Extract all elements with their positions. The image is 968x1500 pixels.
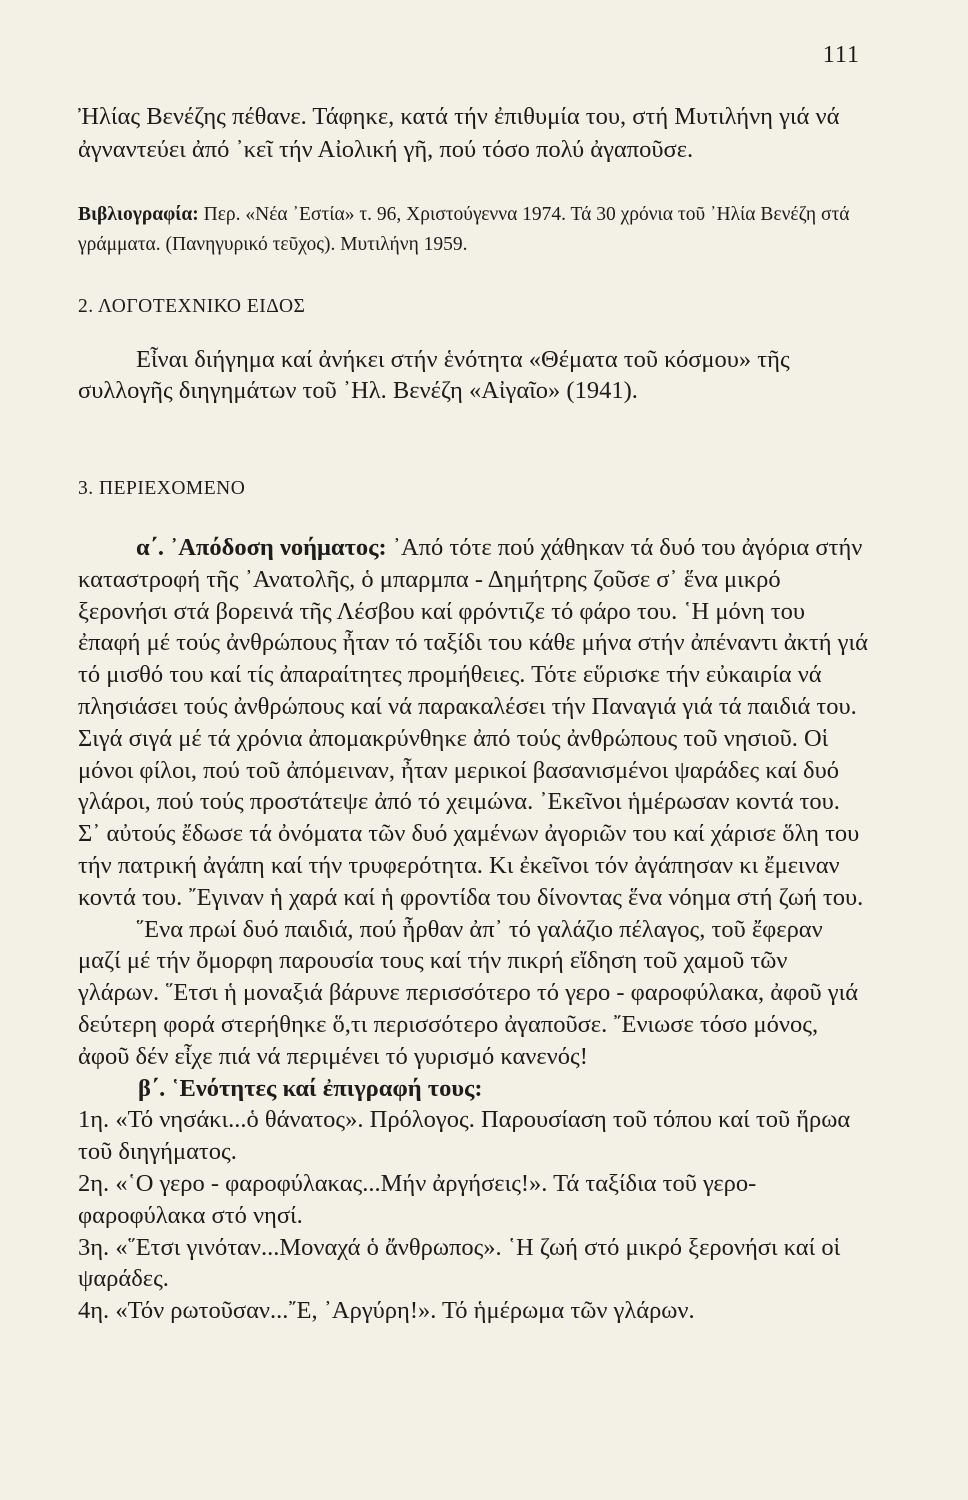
summary-paragraph-2: ῞Ενα πρωί δυό παιδιά, πού ἦρθαν ἀπ᾿ τό γαλάζιο πέλαγος, τοῦ ἔφεραν μαζί μέ τήν ὄμορφη παρουσία τους καί τήν πικρή εἴδηση τοῦ χαμοῦ τῶν γλάρων. ῞Ετσι ἡ μοναξιά βάρυνε περισσότερο τό γερο - φαροφύλακα, ἀφοῦ γιά δεύτερη φορά στερήθηκε ὅ,τι περισσότερο ἀγαποῦσε. ῎Ενιωσε τόσο μόνος, ἀφοῦ δέν εἶχε πιά νά περιμένει τό γυρισμό κανενός!	[78, 915, 859, 1070]
section-2-body	[78, 344, 868, 406]
list-item	[78, 1104, 868, 1168]
bibliography	[78, 200, 868, 260]
summary-paragraph	[78, 532, 868, 914]
subsection-a-label: α΄. ᾿Απόδοση νοήματος:	[136, 534, 387, 561]
section-3-body	[78, 532, 868, 1327]
list-item-text: «῾Ο γερο - φαροφύλακας...Μήν ἀργήσεις!». Τά ταξίδια τοῦ γερο-φαροφύλακα στό νησί.	[78, 1169, 757, 1229]
list-item-number: 3η.	[78, 1233, 110, 1261]
bibliography-paragraph	[78, 200, 868, 260]
list-item	[78, 1232, 868, 1296]
subsection-b-label	[138, 1073, 868, 1105]
bibliography-text: Περ. «Νέα ᾿Εστία» τ. 96, Χριστούγεννα 1974. Τά 30 χρόνια τοῦ ᾿Ηλία Βενέζη στά γράμματα. (Πανηγυρικό τεῦχος). Μυτιλήνη 1959.	[78, 204, 850, 255]
list-item-number: 2η.	[78, 1169, 110, 1197]
genre-text: Εἶναι διήγημα καί ἀνήκει στήν ἑνότητα «Θέματα τοῦ κόσμου» τῆς συλλογῆς διηγημάτων τοῦ ᾿Ηλ. Βενέζη «Αἰγαῖο» (1941).	[78, 346, 790, 404]
summary-text: ᾿Από τότε πού χάθηκαν τά δυό του ἀγόρια στήν καταστροφή τῆς ᾿Ανατολῆς, ὁ μπαρμπα - Δημήτρης ζοῦσε σ᾿ ἕνα μικρό ξερονήσι στά βορεινά τῆς Λέσβου καί φρόντιζε τό φάρο του. ῾Η μόνη του ἐπαφή μέ τούς ἀνθρώπους ἦταν τό ταξίδι του κάθε μήνα στήν ἀπέναντι ἀκτή γιά τό μισθό του καί τίς ἀπαραίτητες προμήθειες. Τότε εὕρισκε τήν εὐκαιρία νά πλησιάσει τούς ἀνθρώπους καί νά παρακαλέσει τήν Παναγιά γιά τά παιδιά του. Σιγά σιγά μέ τά χρόνια ἀπομακρύνθηκε ἀπό τούς ἀνθρώπους τοῦ νησιοῦ. Οἱ μόνοι φίλοι, πού τοῦ ἀπόμειναν, ἦταν μερικοί βασανισμένοι ψαράδες καί δυό γλάροι, πού τούς προστάτεψε ἀπό τό χειμώνα. ᾿Εκεῖνοι ἡμέρωσαν κοντά του. Σ᾿ αὐτούς ἔδωσε τά ὀνόματα τῶν δυό χαμένων ἀγοριῶν του καί χάρισε ὅλη του τήν πατρική ἀγάπη καί τήν τρυφερότητα. Κι ἐκεῖνοι τόν ἀγάπησαν κι ἔμειναν κοντά του. ῎Εγιναν ἡ χαρά καί ἡ φροντίδα του δίνοντας ἕνα νόημα στή ζωή του.	[78, 534, 868, 911]
list-item-text: «Τόν ρωτοῦσαν...῎Ε, ᾿Αργύρη!». Τό ἡμέρωμα τῶν γλάρων.	[115, 1297, 695, 1325]
page-number: 111	[822, 42, 860, 68]
list-item	[78, 1168, 868, 1232]
list-item-number: 4η.	[78, 1297, 110, 1325]
list-item-text: «Τό νησάκι...ὁ θάνατος». Πρόλογος. Παρουσίαση τοῦ τόπου καί τοῦ ἥρωα τοῦ διηγήματος.	[78, 1106, 851, 1166]
intro-text: Ἠλίας Βενέζης πέθανε. Τάφηκε, κατά τήν ἐπιθυμία του, στή Μυτιλήνη γιά νά ἀγναντεύει ἀπό ᾿κεῖ τήν Αἰολική γῆ, πού τόσο πολύ ἀγαποῦσε.	[78, 103, 840, 163]
intro-paragraph	[78, 100, 868, 166]
list-item	[78, 1295, 868, 1327]
section-2-heading: 2. ΛΟΓΟΤΕΧΝΙΚΟ ΕΙΔΟΣ	[78, 296, 306, 317]
list-item-text: «῞Ετσι γινόταν...Μοναχά ὁ ἄνθρωπος». ῾Η ζωή στό μικρό ξερονήσι καί οἱ ψαράδες.	[78, 1233, 841, 1293]
bibliography-label: Βιβλιογραφία:	[78, 204, 199, 225]
section-3-heading: 3. ΠΕΡΙΕΧΟΜΕΝΟ	[78, 478, 246, 499]
subsection-b-title: β΄. ῾Ενότητες καί ἐπιγραφή τους:	[138, 1074, 483, 1102]
list-item-number: 1η.	[78, 1106, 110, 1134]
